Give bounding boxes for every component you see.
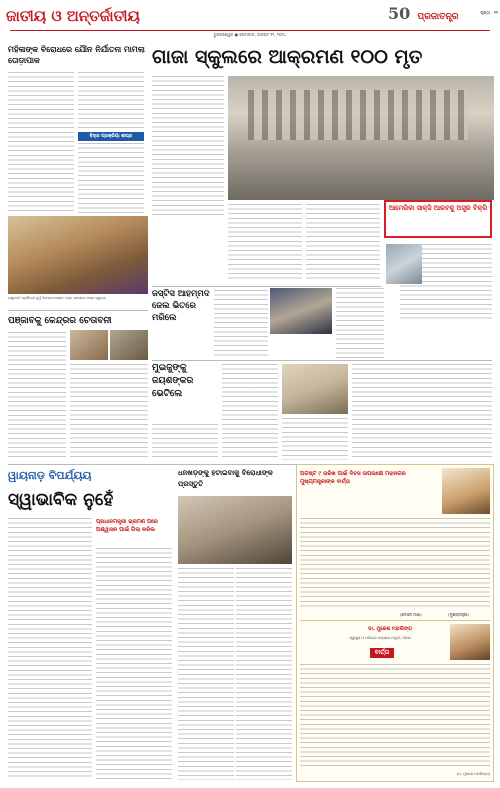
divider: [300, 620, 490, 621]
jaishankar-body-col3: [352, 364, 492, 460]
gaza-side-headline: ଆମେରିକା ସାକ୍ସି ଆରବକୁ ଅସ୍ତ୍ର ବିକ୍ରି: [388, 204, 488, 212]
cm-message-body: [300, 518, 490, 610]
murmu-photo-caption: ରାଷ୍ଟ୍ରପତି ଦ୍ରୌପଦୀ ମୁର୍ମୁ ତିମୋର-ଲେଷ୍ଟେ ଗସ୍ତ ସମୟରେ ଉଷ୍ମ ସ୍ୱାଗତ: [8, 296, 107, 300]
wayanad-body-col1: [8, 518, 92, 780]
dhankhar-photo: [178, 496, 292, 564]
punjab-photo-1: [70, 330, 108, 360]
minister-message-body: [300, 664, 490, 770]
message-title: ଅଗଷ୍ଟ ୯ ତାରିଖ ପାଇଁ ଦିବସ ଉପଲକ୍ଷେ ମହାନଗର ମୁଖ୍ୟମନ୍ତ୍ରୀଙ୍କ ବାର୍ତ୍ତା: [300, 471, 406, 485]
section-title: ଜାତୀୟ ଓ ଅନ୍ତର୍ଜାତୀୟ: [6, 7, 140, 25]
jaishankar-photo: [282, 364, 348, 414]
murmu-photo: [8, 216, 148, 294]
cm-signature-role: (ମୁଖ୍ୟମନ୍ତ୍ରୀ): [448, 612, 469, 617]
left-top-headline: ମହିଳାଙ୍କ ବିରୋଧରେ ଯୌନ ନିର୍ଯାତନା ମାମଲା ତୋଡ଼ାପାକ: [8, 45, 145, 65]
brand-name: ପ୍ରଜାତନ୍ତ୍ର: [417, 12, 459, 22]
wayanad-kicker: ୱାୟନାଡ଼ ବିପର୍ଯ୍ୟୟ: [8, 469, 92, 482]
divider: [152, 360, 492, 361]
gaza-body-col3: [306, 204, 380, 282]
dhankhar-headline: ଧନଖଡ଼ଙ୍କୁ ହଟାଇବାକୁ ବିରୋଧୀଙ୍କ ପ୍ରସ୍ତୁତି: [178, 469, 273, 488]
wayanad-headline: ସ୍ୱାଭାବିକ ନୁହେଁ: [8, 490, 114, 510]
gaza-side-photo: [386, 244, 422, 284]
left-top-body-col3: [78, 143, 144, 213]
divider: [8, 310, 148, 311]
page-number: ପୃଷ୍ଠା : ୧୧: [480, 10, 498, 15]
left-top-subhead: ବିଚାର ପ୍ରକ୍ରିୟା ଶୀଘ୍ର: [78, 132, 144, 141]
punjab-headline: ପଞ୍ଜାବକୁ କେନ୍ଦ୍ରର ଚେତାବନୀ: [8, 316, 112, 326]
gaza-body-col2: [228, 204, 302, 282]
left-top-body-col2: [78, 72, 144, 130]
minister-sign-off: (ଡ. ମୁକେଶ ମହାଲିଙ୍ଗ): [456, 772, 490, 776]
dhankhar-body-col2: [236, 568, 292, 780]
section-title-bar: [6, 6, 206, 26]
jaishankar-body-col2: [282, 418, 348, 460]
pakistan-justice-photo: [270, 288, 332, 334]
wayanad-body-col2: [96, 548, 172, 780]
message-tag: ବାର୍ତ୍ତା: [370, 648, 394, 658]
divider: [152, 286, 382, 287]
minister-role: ସ୍ୱାସ୍ଥ୍ୟ ଓ ପରିବାର କଲ୍ୟାଣ ମନ୍ତ୍ରୀ, ଓଡ଼ିଶା: [349, 636, 411, 640]
minister-name: ଡା. ମୁକେଶ ମହାଲିଙ୍ଗ: [367, 626, 412, 632]
pakistan-headline: ଜସ୍ଟିସ ଆହମ୍ମଦ ଜେଲ ଭିତରେ ମରିଲେ: [152, 289, 210, 323]
minister-photo: [450, 624, 490, 660]
punjab-body-col1: [8, 332, 66, 460]
jaishankar-body-col1: [222, 364, 278, 460]
gaza-body-col1: [152, 76, 224, 216]
dhankhar-body-col1: [178, 568, 234, 780]
anniversary-50-logo: 50: [388, 4, 411, 23]
punjab-body-col2: [70, 364, 148, 460]
pakistan-body-col1: [214, 290, 268, 358]
left-top-body-col1: [8, 72, 74, 212]
cm-photo: [442, 468, 490, 514]
wayanad-sub-story-headline: ପ୍ରଧାନମନ୍ତ୍ରୀ ଭ୍ରମଣ ପରେ ଅଶ୍ୱାସନ ପାଇଁ ଗିଲା କରିଲ: [96, 519, 158, 533]
cm-signature: (ମୋହନ ମାଝୀ): [400, 612, 422, 617]
dateline-bar: [10, 30, 490, 36]
punjab-photo-2: [110, 330, 148, 360]
jaishankar-body-col4: [152, 424, 218, 460]
jaishankar-headline: ମୁଇଜୁଙ୍କୁ ଜୟଶଙ୍କର ଭେଟିଲେ: [152, 363, 194, 399]
dateline: ଭୁବନେଶ୍ୱର ● ସୋମବାର, ଅଗଷ୍ଟ ୧୨, ୨୦୨୪: [213, 32, 287, 37]
gaza-school-photo: [228, 76, 494, 200]
gaza-building-windows: [248, 90, 468, 140]
gaza-headline: ଗାଜା ସ୍କୁଲରେ ଆକ୍ରମଣ ୧୦୦ ମୃତ: [152, 46, 423, 68]
pakistan-body-col2: [336, 288, 384, 358]
brand-logo: [388, 4, 468, 26]
